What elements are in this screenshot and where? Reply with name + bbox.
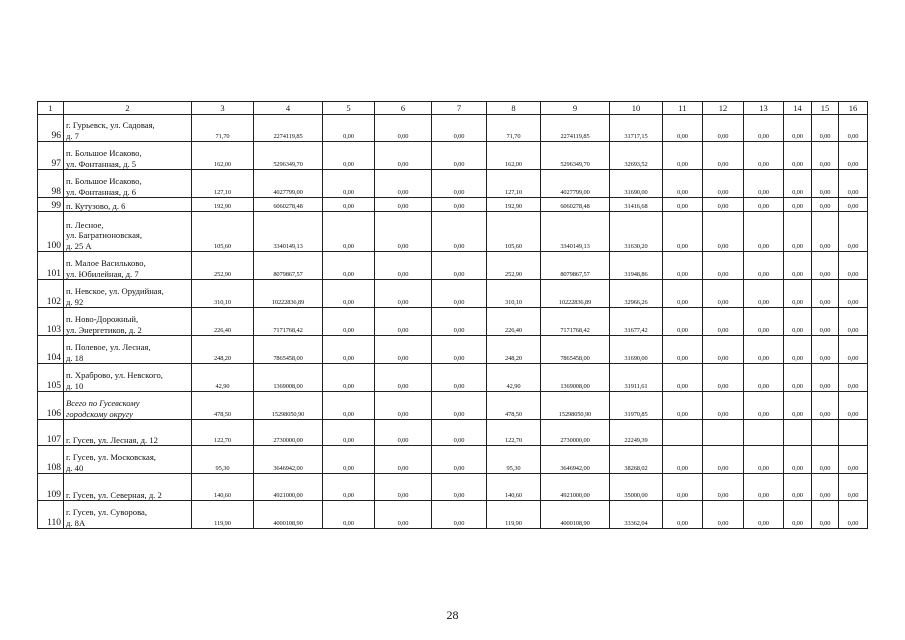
value-cell: 0,00	[744, 115, 784, 142]
value-cell: 5296349,70	[541, 142, 610, 170]
value-cell: 0,00	[663, 252, 703, 280]
value-cell: 31948,86	[610, 252, 663, 280]
row-number: 96	[38, 115, 64, 142]
value-cell: 31970,85	[610, 392, 663, 420]
value-cell: 0,00	[375, 198, 432, 212]
value-cell: 0,00	[744, 170, 784, 198]
value-cell: 0,00	[784, 212, 812, 252]
value-cell: 0,00	[432, 308, 487, 336]
value-cell: 0,00	[432, 115, 487, 142]
value-cell: 15298050,90	[541, 392, 610, 420]
value-cell: 0,00	[703, 170, 744, 198]
value-cell: 0,00	[323, 198, 375, 212]
value-cell: 226,40	[192, 308, 254, 336]
value-cell: 0,00	[839, 364, 868, 392]
table-row	[38, 501, 868, 529]
value-cell: 0,00	[375, 474, 432, 501]
table-row	[38, 280, 868, 308]
column-header: 16	[839, 102, 868, 115]
value-cell: 0,00	[744, 446, 784, 474]
value-cell: 7865458,00	[254, 336, 323, 364]
value-cell: 22249,39	[610, 420, 663, 446]
value-cell: 31690,00	[610, 336, 663, 364]
value-cell: 0,00	[839, 142, 868, 170]
value-cell: 0,00	[432, 142, 487, 170]
value-cell: 0,00	[744, 198, 784, 212]
value-cell: 0,00	[839, 336, 868, 364]
value-cell: 0,00	[744, 142, 784, 170]
value-cell: 0,00	[744, 212, 784, 252]
value-cell: 42,90	[192, 364, 254, 392]
value-cell: 0,00	[663, 142, 703, 170]
value-cell: 0,00	[663, 115, 703, 142]
value-cell: 122,70	[192, 420, 254, 446]
value-cell: 0,00	[375, 336, 432, 364]
table-row	[38, 252, 868, 280]
value-cell: 2274119,85	[541, 115, 610, 142]
address-cell: г. Гусев, ул. Северная, д. 2	[64, 474, 192, 501]
value-cell: 0,00	[323, 474, 375, 501]
value-cell: 0,00	[323, 392, 375, 420]
value-cell: 0,00	[784, 252, 812, 280]
column-header: 6	[375, 102, 432, 115]
value-cell: 10222836,89	[541, 280, 610, 308]
value-cell: 248,20	[487, 336, 541, 364]
value-cell: 0,00	[784, 198, 812, 212]
value-cell: 0,00	[375, 308, 432, 336]
value-cell: 0,00	[839, 308, 868, 336]
value-cell: 0,00	[663, 198, 703, 212]
row-number: 104	[38, 336, 64, 364]
value-cell: 0,00	[839, 280, 868, 308]
value-cell: 0,00	[812, 336, 839, 364]
value-cell: 0,00	[703, 446, 744, 474]
value-cell: 2730000,00	[254, 420, 323, 446]
value-cell: 105,60	[192, 212, 254, 252]
value-cell: 140,60	[192, 474, 254, 501]
value-cell	[703, 420, 744, 446]
value-cell: 0,00	[663, 212, 703, 252]
value-cell: 0,00	[432, 212, 487, 252]
value-cell: 0,00	[784, 170, 812, 198]
table-row	[38, 392, 868, 420]
value-cell: 105,60	[487, 212, 541, 252]
value-cell: 0,00	[744, 474, 784, 501]
value-cell: 1369008,00	[541, 364, 610, 392]
row-number: 106	[38, 392, 64, 420]
address-cell: г. Гурьевск, ул. Садовая, д. 7	[64, 115, 192, 142]
value-cell: 0,00	[703, 115, 744, 142]
value-cell: 248,20	[192, 336, 254, 364]
value-cell: 3646942,00	[541, 446, 610, 474]
row-number: 109	[38, 474, 64, 501]
value-cell: 0,00	[784, 474, 812, 501]
value-cell: 0,00	[375, 364, 432, 392]
row-number: 98	[38, 170, 64, 198]
value-cell	[663, 420, 703, 446]
value-cell: 0,00	[703, 392, 744, 420]
value-cell: 226,40	[487, 308, 541, 336]
header-row	[38, 102, 868, 115]
value-cell: 0,00	[744, 501, 784, 529]
value-cell: 3340149,13	[254, 212, 323, 252]
value-cell: 0,00	[323, 446, 375, 474]
value-cell: 0,00	[375, 252, 432, 280]
value-cell: 0,00	[432, 501, 487, 529]
value-cell: 0,00	[703, 308, 744, 336]
value-cell: 0,00	[812, 142, 839, 170]
value-cell: 8079867,57	[541, 252, 610, 280]
row-number: 97	[38, 142, 64, 170]
value-cell: 31677,42	[610, 308, 663, 336]
value-cell	[784, 420, 812, 446]
value-cell: 7865458,00	[541, 336, 610, 364]
address-cell: п. Храброво, ул. Невского, д. 10	[64, 364, 192, 392]
value-cell: 127,10	[487, 170, 541, 198]
value-cell	[839, 420, 868, 446]
value-cell: 0,00	[323, 115, 375, 142]
value-cell: 0,00	[784, 336, 812, 364]
value-cell: 0,00	[323, 501, 375, 529]
table-row	[38, 170, 868, 198]
column-header: 15	[812, 102, 839, 115]
value-cell: 0,00	[375, 280, 432, 308]
value-cell: 71,70	[192, 115, 254, 142]
value-cell: 1369008,00	[254, 364, 323, 392]
value-cell: 122,70	[487, 420, 541, 446]
row-number: 103	[38, 308, 64, 336]
value-cell: 15298050,90	[254, 392, 323, 420]
address-cell: п. Полевое, ул. Лесная, д. 18	[64, 336, 192, 364]
value-cell: 0,00	[812, 198, 839, 212]
address-cell: п. Большое Исаково, ул. Фонтанная, д. 5	[64, 142, 192, 170]
table-row	[38, 212, 868, 252]
value-cell: 0,00	[663, 336, 703, 364]
table-row	[38, 198, 868, 212]
value-cell: 31717,15	[610, 115, 663, 142]
value-cell: 0,00	[432, 280, 487, 308]
address-cell: п. Ново-Дорожный, ул. Энергетиков, д. 2	[64, 308, 192, 336]
value-cell: 95,30	[192, 446, 254, 474]
row-number: 108	[38, 446, 64, 474]
value-cell: 0,00	[703, 474, 744, 501]
value-cell: 0,00	[703, 364, 744, 392]
value-cell: 0,00	[432, 198, 487, 212]
value-cell: 0,00	[784, 280, 812, 308]
value-cell: 252,90	[487, 252, 541, 280]
table-row	[38, 115, 868, 142]
value-cell: 31416,68	[610, 198, 663, 212]
value-cell: 0,00	[432, 364, 487, 392]
value-cell: 0,00	[812, 392, 839, 420]
row-number: 105	[38, 364, 64, 392]
value-cell: 31911,61	[610, 364, 663, 392]
value-cell: 127,10	[192, 170, 254, 198]
value-cell: 0,00	[839, 501, 868, 529]
value-cell: 310,10	[487, 280, 541, 308]
value-cell: 0,00	[375, 170, 432, 198]
value-cell: 0,00	[663, 280, 703, 308]
value-cell: 7171768,42	[254, 308, 323, 336]
value-cell: 2274119,85	[254, 115, 323, 142]
value-cell: 0,00	[323, 170, 375, 198]
value-cell: 0,00	[375, 142, 432, 170]
value-cell: 0,00	[663, 364, 703, 392]
value-cell: 0,00	[784, 446, 812, 474]
value-cell: 0,00	[744, 364, 784, 392]
value-cell: 0,00	[323, 280, 375, 308]
value-cell: 192,90	[192, 198, 254, 212]
row-number: 110	[38, 501, 64, 529]
value-cell: 0,00	[323, 420, 375, 446]
value-cell: 0,00	[432, 446, 487, 474]
value-cell: 0,00	[663, 474, 703, 501]
value-cell: 7171768,42	[541, 308, 610, 336]
column-header: 11	[663, 102, 703, 115]
value-cell: 0,00	[744, 252, 784, 280]
table-row	[38, 474, 868, 501]
value-cell: 33362,04	[610, 501, 663, 529]
value-cell: 0,00	[812, 474, 839, 501]
value-cell: 0,00	[375, 392, 432, 420]
value-cell: 4921000,00	[541, 474, 610, 501]
column-header: 3	[192, 102, 254, 115]
value-cell: 4000108,90	[541, 501, 610, 529]
value-cell: 4027799,00	[254, 170, 323, 198]
value-cell: 0,00	[812, 170, 839, 198]
value-cell: 0,00	[812, 252, 839, 280]
value-cell: 0,00	[703, 252, 744, 280]
value-cell: 310,10	[192, 280, 254, 308]
value-cell: 0,00	[784, 308, 812, 336]
row-number: 102	[38, 280, 64, 308]
value-cell: 0,00	[663, 170, 703, 198]
address-cell: п. Малое Васильково, ул. Юбилейная, д. 7	[64, 252, 192, 280]
value-cell: 0,00	[839, 212, 868, 252]
value-cell: 0,00	[375, 212, 432, 252]
value-cell: 119,90	[487, 501, 541, 529]
table-row	[38, 308, 868, 336]
value-cell: 32966,26	[610, 280, 663, 308]
value-cell: 0,00	[432, 420, 487, 446]
row-number: 99	[38, 198, 64, 212]
value-cell: 0,00	[812, 212, 839, 252]
column-header: 2	[64, 102, 192, 115]
value-cell: 0,00	[663, 308, 703, 336]
value-cell: 3340149,13	[541, 212, 610, 252]
column-header: 1	[38, 102, 64, 115]
value-cell: 0,00	[375, 115, 432, 142]
value-cell: 71,70	[487, 115, 541, 142]
address-cell: г. Гусев, ул. Московская, д. 40	[64, 446, 192, 474]
value-cell: 0,00	[784, 501, 812, 529]
value-cell: 4000108,90	[254, 501, 323, 529]
value-cell: 0,00	[784, 392, 812, 420]
value-cell: 0,00	[323, 142, 375, 170]
value-cell: 0,00	[703, 280, 744, 308]
value-cell: 0,00	[703, 336, 744, 364]
address-cell: п. Лесное, ул. Багратионовская, д. 25 А	[64, 212, 192, 252]
value-cell: 0,00	[784, 115, 812, 142]
value-cell: 162,00	[192, 142, 254, 170]
value-cell: 0,00	[432, 252, 487, 280]
value-cell: 38268,02	[610, 446, 663, 474]
column-header: 14	[784, 102, 812, 115]
value-cell: 0,00	[323, 212, 375, 252]
value-cell: 4027799,00	[541, 170, 610, 198]
column-header: 4	[254, 102, 323, 115]
table-row	[38, 446, 868, 474]
value-cell: 0,00	[784, 364, 812, 392]
value-cell: 0,00	[744, 308, 784, 336]
value-cell: 0,00	[839, 446, 868, 474]
value-cell: 0,00	[784, 142, 812, 170]
table-row	[38, 142, 868, 170]
table-row	[38, 420, 868, 446]
value-cell: 2730000,00	[541, 420, 610, 446]
value-cell: 0,00	[323, 308, 375, 336]
value-cell: 0,00	[663, 392, 703, 420]
value-cell: 0,00	[839, 115, 868, 142]
data-table	[37, 101, 868, 529]
value-cell: 0,00	[375, 420, 432, 446]
address-cell: п. Кутузово, д. 6	[64, 198, 192, 212]
value-cell: 252,90	[192, 252, 254, 280]
value-cell: 31690,00	[610, 170, 663, 198]
value-cell: 42,90	[487, 364, 541, 392]
value-cell: 0,00	[703, 501, 744, 529]
value-cell: 32693,52	[610, 142, 663, 170]
value-cell: 5296349,70	[254, 142, 323, 170]
address-cell: г. Гусев, ул. Лесная, д. 12	[64, 420, 192, 446]
address-cell: п. Большое Исаково, ул. Фонтанная, д. 6	[64, 170, 192, 198]
value-cell: 0,00	[703, 142, 744, 170]
value-cell: 0,00	[323, 364, 375, 392]
table-row	[38, 364, 868, 392]
value-cell: 6060278,48	[541, 198, 610, 212]
value-cell: 0,00	[839, 170, 868, 198]
table-row	[38, 336, 868, 364]
value-cell: 0,00	[703, 212, 744, 252]
column-header: 10	[610, 102, 663, 115]
value-cell: 0,00	[663, 446, 703, 474]
value-cell: 31630,20	[610, 212, 663, 252]
value-cell: 0,00	[839, 474, 868, 501]
value-cell: 4921000,00	[254, 474, 323, 501]
column-header: 7	[432, 102, 487, 115]
value-cell: 0,00	[812, 364, 839, 392]
value-cell: 0,00	[432, 336, 487, 364]
value-cell: 0,00	[812, 446, 839, 474]
row-number: 101	[38, 252, 64, 280]
value-cell: 0,00	[839, 252, 868, 280]
value-cell: 0,00	[432, 392, 487, 420]
value-cell: 140,60	[487, 474, 541, 501]
value-cell: 6060278,48	[254, 198, 323, 212]
value-cell: 0,00	[432, 170, 487, 198]
column-header: 9	[541, 102, 610, 115]
value-cell: 119,90	[192, 501, 254, 529]
value-cell: 10222836,89	[254, 280, 323, 308]
value-cell: 478,50	[487, 392, 541, 420]
address-cell: г. Гусев, ул. Суворова, д. 8А	[64, 501, 192, 529]
value-cell: 8079867,57	[254, 252, 323, 280]
value-cell: 95,30	[487, 446, 541, 474]
value-cell: 0,00	[812, 308, 839, 336]
value-cell	[812, 420, 839, 446]
column-header: 8	[487, 102, 541, 115]
row-number: 100	[38, 212, 64, 252]
value-cell: 0,00	[812, 115, 839, 142]
value-cell	[744, 420, 784, 446]
value-cell: 192,90	[487, 198, 541, 212]
column-header: 13	[744, 102, 784, 115]
value-cell: 0,00	[744, 280, 784, 308]
value-cell: 0,00	[812, 501, 839, 529]
address-cell: п. Невское, ул. Орудийная, д. 92	[64, 280, 192, 308]
value-cell: 0,00	[839, 198, 868, 212]
value-cell: 478,50	[192, 392, 254, 420]
page-number: 28	[446, 608, 459, 622]
value-cell: 0,00	[703, 198, 744, 212]
value-cell: 0,00	[323, 336, 375, 364]
value-cell: 0,00	[375, 446, 432, 474]
value-cell: 3646942,00	[254, 446, 323, 474]
value-cell: 0,00	[839, 392, 868, 420]
address-cell: Всего по Гусевскому городскому округу	[64, 392, 192, 420]
value-cell: 0,00	[432, 474, 487, 501]
value-cell: 0,00	[663, 501, 703, 529]
value-cell: 162,00	[487, 142, 541, 170]
value-cell: 0,00	[744, 336, 784, 364]
value-cell: 0,00	[375, 501, 432, 529]
column-header: 12	[703, 102, 744, 115]
table-body	[38, 102, 868, 529]
value-cell: 35000,00	[610, 474, 663, 501]
row-number: 107	[38, 420, 64, 446]
column-header: 5	[323, 102, 375, 115]
value-cell: 0,00	[323, 252, 375, 280]
value-cell: 0,00	[812, 280, 839, 308]
value-cell: 0,00	[744, 392, 784, 420]
